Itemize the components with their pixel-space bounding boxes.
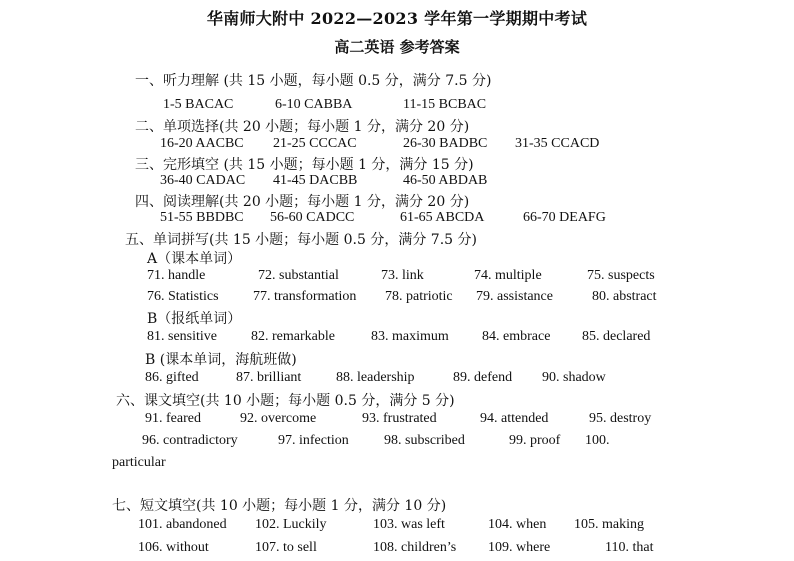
word-answer: 75. suspects: [587, 268, 655, 283]
section-2-heading: 二、单项选择(共 20 小题；每小题 1 分，满分 20 分): [135, 119, 470, 135]
page-title: 华南师大附中 2022—2023 学年第一学期期中考试: [206, 9, 588, 28]
cloze-answer: 109. where: [488, 540, 551, 555]
answer-group: 11-15 BCBAC: [403, 97, 487, 112]
fill-answer: 98. subscribed: [384, 433, 465, 448]
word-answer: 71. handle: [147, 268, 206, 283]
section-5-part-b: B（报纸单词）: [147, 311, 242, 327]
fill-answer: 93. frustrated: [362, 411, 437, 426]
cloze-answer: 102. Luckily: [255, 517, 327, 532]
fill-answer: 97. infection: [278, 433, 349, 448]
answer-group: 46-50 ABDAB: [403, 173, 488, 188]
word-answer: 86. gifted: [145, 370, 199, 385]
word-answer: 80. abstract: [592, 289, 657, 304]
word-answer: 85. declared: [582, 329, 651, 344]
fill-answer-overflow: particular: [112, 455, 166, 470]
answer-group: 16-20 AACBC: [160, 136, 244, 151]
word-answer: 88. leadership: [336, 370, 415, 385]
word-answer: 78. patriotic: [385, 289, 453, 304]
word-answer: 87. brilliant: [236, 370, 302, 385]
word-answer: 77. transformation: [253, 289, 357, 304]
answer-group: 1-5 BACAC: [163, 97, 234, 112]
cloze-answer: 110. that: [605, 540, 654, 555]
section-4-heading: 四、阅读理解(共 20 小题；每小题 1 分，满分 20 分): [135, 194, 470, 210]
section-3-heading: 三、完形填空 (共 15 小题；每小题 1 分，满分 15 分): [135, 157, 474, 173]
word-answer: 82. remarkable: [251, 329, 335, 344]
fill-answer: 94. attended: [480, 411, 549, 426]
section-1-heading: 一、听力理解 (共 15 小题，每小题 0.5 分，满分 7.5 分): [135, 73, 492, 89]
word-answer: 90. shadow: [542, 370, 606, 385]
word-answer: 76. Statistics: [147, 289, 219, 304]
fill-answer: 92. overcome: [240, 411, 317, 426]
word-answer: 79. assistance: [476, 289, 553, 304]
word-answer: 73. link: [381, 268, 424, 283]
section-5-part-b2: B (课本单词，海航班做): [145, 352, 297, 368]
word-answer: 84. embrace: [482, 329, 551, 344]
answer-group: 56-60 CADCC: [270, 210, 355, 225]
cloze-answer: 105. making: [574, 517, 644, 532]
page-subtitle: 高二英语 参考答案: [334, 38, 460, 56]
section-6-heading: 六、课文填空(共 10 小题；每小题 0.5 分，满分 5 分): [116, 393, 455, 409]
fill-answer: 95. destroy: [589, 411, 652, 426]
word-answer: 81. sensitive: [147, 329, 217, 344]
section-5-heading: 五、单词拼写(共 15 小题；每小题 0.5 分，满分 7.5 分): [125, 232, 477, 248]
word-answer: 89. defend: [453, 370, 513, 385]
word-answer: 83. maximum: [371, 329, 449, 344]
fill-answer: 100.: [585, 433, 610, 448]
fill-answer: 96. contradictory: [142, 433, 238, 448]
cloze-answer: 106. without: [138, 540, 209, 555]
cloze-answer: 103. was left: [373, 517, 445, 532]
cloze-answer: 104. when: [488, 517, 547, 532]
answer-group: 21-25 CCCAC: [273, 136, 357, 151]
answer-group: 66-70 DEAFG: [523, 210, 606, 225]
cloze-answer: 101. abandoned: [138, 517, 227, 532]
fill-answer: 91. feared: [145, 411, 201, 426]
word-answer: 74. multiple: [474, 268, 542, 283]
cloze-answer: 107. to sell: [255, 540, 317, 555]
answer-group: 6-10 CABBA: [275, 97, 353, 112]
answer-group: 36-40 CADAC: [160, 173, 246, 188]
answer-group: 61-65 ABCDA: [400, 210, 485, 225]
word-answer: 72. substantial: [258, 268, 339, 283]
answer-group: 26-30 BADBC: [403, 136, 488, 151]
cloze-answer: 108. children’s: [373, 540, 457, 555]
fill-answer: 99. proof: [509, 433, 561, 448]
answer-group: 41-45 DACBB: [273, 173, 358, 188]
section-5-part-a: A（课本单词）: [147, 251, 242, 267]
answer-group: 51-55 BBDBC: [160, 210, 244, 225]
section-7-heading: 七、短文填空(共 10 小题；每小题 1 分，满分 10 分): [112, 498, 447, 514]
answer-group: 31-35 CCACD: [515, 136, 600, 151]
